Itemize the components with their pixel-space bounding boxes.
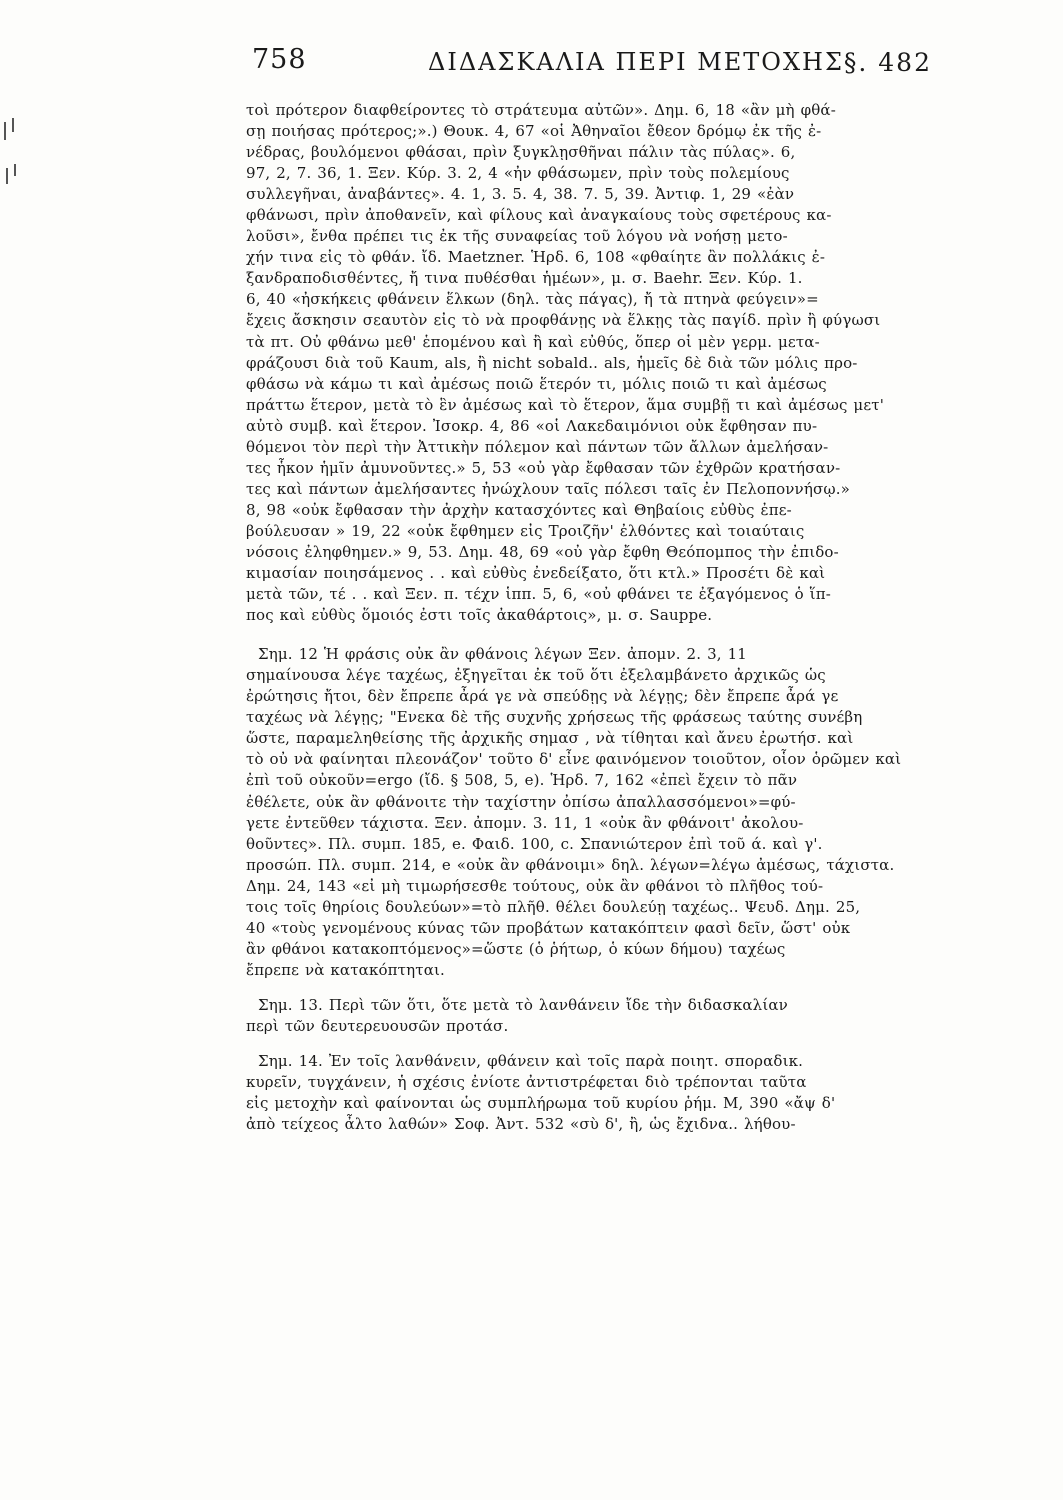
text-line: κιμασίαν ποιησάμενος . . καὶ εὐθὺς ἐνεδείξατο, ὅτι κτλ.» Προσέτι δὲ καὶ — [246, 564, 826, 583]
paragraph-gap — [246, 1037, 926, 1051]
text-line: Σημ. 13. Περὶ τῶν ὅτι, ὅτε μετὰ τὸ λανθάνειν ἴδε τὴν διδασκαλίαν — [258, 995, 788, 1014]
text-line: σημαίνουσα λέγε ταχέως, ἐξηγεῖται ἐκ τοῦ ὅτι ἐξελαμβάνετο ἀρχικῶς ὡς — [246, 666, 826, 685]
text-line: ἐρώτησις ἤτοι, δὲν ἔπρεπε ἆρά γε νὰ σπεύδῃς νὰ λέγῃς; δὲν ἔπρεπε ἆρά γε — [246, 687, 839, 706]
text-line: ἔχεις ἄσκησιν σεαυτὸν εἰς τὸ νὰ προφθάνῃς νὰ ἕλκῃς τὰς παγίδ. πρὶν ἢ φύγωσι — [246, 311, 881, 330]
text-line: τες ἧκον ἡμῖν ἀμυνοῦντες.» 5, 53 «οὐ γὰρ ἔφθασαν τῶν ἐχθρῶν κρατήσαν- — [246, 458, 841, 477]
page-number: 758 — [252, 44, 307, 75]
text-line: μετὰ τῶν, τέ . . καὶ Ξεν. π. τέχν ἱππ. 5, 6, «οὐ φθάνει τε ἐξαγόμενος ὁ ἵπ- — [246, 585, 831, 604]
text-line: φθάσω νὰ κάμω τι καὶ ἀμέσως ποιῶ ἕτερόν τι, μόλις ποιῶ τι καὶ ἀμέσως — [246, 374, 827, 393]
text-line: περὶ τῶν δευτερευουσῶν προτάσ. — [246, 1016, 509, 1035]
text-line: χήν τινα εἰς τὸ φθάν. ἴδ. Maetzner. Ἡρδ. 6, 108 «φθαίητε ἂν πολλάκις ἐ- — [246, 248, 826, 267]
text-line: Δημ. 24, 143 «εἰ μὴ τιμωρήσεσθε τούτους, οὐκ ἂν φθάνοι τὸ πλῆθος τού- — [246, 876, 824, 895]
text-line: Σημ. 12 Ἡ φράσις οὐκ ἂν φθάνοις λέγων Ξεν. ἀπομν. 2. 3, 11 — [258, 645, 748, 664]
running-title: ΔΙΔΑΣΚΑΛΙΑ ΠΕΡΙ ΜΕΤΟΧΗΣ — [428, 48, 844, 76]
text-line: τὰ πτ. Οὐ φθάνω μεθ' ἑπομένου καὶ ἢ καὶ εὐθύς, ὅπερ οἱ μὲν γερμ. μετα- — [246, 332, 820, 351]
text-line: ἂν φθάνοι κατακοπτόμενος»=ὥστε (ὁ ῥήτωρ, ὁ κύων δήμου) ταχέως — [246, 939, 786, 958]
text-line: συλλεγῆναι, ἀναβάντες». 4. 1, 3. 5. 4, 38. 7. 5, 39. Ἀντιφ. 1, 29 «ἐὰν — [246, 185, 795, 204]
paragraph — [246, 995, 926, 1037]
section-number: §. 482 — [843, 48, 932, 77]
text-line: σῃ ποιήσας πρότερος;».) Θουκ. 4, 67 «οἱ Ἀθηναῖοι ἔθεον δρόμῳ ἐκ τῆς ἐ- — [246, 122, 822, 141]
text-line: νόσοις ἐληφθημεν.» 9, 53. Δημ. 48, 69 «οὐ γὰρ ἔφθη Θεόπομπος τὴν ἐπιδο- — [246, 542, 839, 561]
text-line: λοῦσι», ἔνθα πρέπει τις ἐκ τῆς συναφείας τοῦ λόγου νὰ νοήσῃ μετο- — [246, 227, 788, 246]
paragraph-gap — [246, 981, 926, 995]
text-line: προσώπ. Πλ. συμπ. 214, e «οὐκ ἂν φθάνοιμι» δηλ. λέγων=λέγω ἀμέσως, τάχιστα. — [246, 855, 895, 874]
text-line: τοὶ πρότερον διαφθείροντες τὸ στράτευμα αὐτῶν». Δημ. 6, 18 «ἂν μὴ φθά- — [246, 101, 836, 119]
text-line: βούλευσαν » 19, 22 «οὐκ ἔφθημεν εἰς Τροιζῆν' ἐλθόντες καὶ τοιαύταις — [246, 521, 805, 540]
text-line: θόμενοι τὸν περὶ τὴν Ἀττικὴν πόλεμον καὶ πάντων τῶν ἄλλων ἀμελήσαν- — [246, 437, 829, 456]
text-line: θοῦντες». Πλ. συμπ. 185, e. Φαιδ. 100, c. Σπανιώτερον ἐπὶ τοῦ ά. καὶ γ'. — [246, 834, 823, 853]
text-line: ξανδραποδισθέντες, ἤ τινα πυθέσθαι ἡμέων», μ. σ. Baehr. Ξεν. Κύρ. 1. — [246, 269, 803, 288]
running-header — [252, 44, 932, 84]
text-line: εἰς μετοχὴν καὶ φαίνονται ὡς συμπλήρωμα τοῦ κυρίου ῥήμ. Μ, 390 «ἄψ δ' — [246, 1094, 836, 1113]
text-line: φθάνωσι, πρὶν ἀποθανεῖν, καὶ φίλους καὶ ἀναγκαίους τοὺς σφετέρους κα- — [246, 206, 832, 225]
text-line: φράζουσι διὰ τοῦ Kaum, als, ἢ nicht sobald.. als, ἡμεῖς δὲ διὰ τῶν μόλις προ- — [246, 353, 858, 372]
paragraph — [246, 100, 926, 626]
text-line: 97, 2, 7. 36, 1. Ξεν. Κύρ. 3. 2, 4 «ἠν φθάσωμεν, πρὶν τοὺς πολεμίους — [246, 164, 790, 183]
text-line: ἔπρεπε νὰ κατακόπτηται. — [246, 960, 445, 979]
text-line: Σημ. 14. Ἐν τοῖς λανθάνειν, φθάνειν καὶ τοῖς παρὰ ποιητ. σποραδικ. — [258, 1052, 804, 1071]
body-text — [246, 100, 926, 1135]
text-line: ἐπὶ τοῦ οὐκοῦν=ergo (ἴδ. § 508, 5, e). Ἡρδ. 7, 162 «ἐπεὶ ἔχειν τὸ πᾶν — [246, 771, 798, 790]
text-line: ὥστε, παραμεληθείσης τῆς ἀρχικῆς σημασ , νὰ τίθηται καὶ ἄνευ ἐρωτήσ. καὶ — [246, 729, 854, 748]
text-line: 8, 98 «οὐκ ἔφθασαν τὴν ἀρχὴν κατασχόντες καὶ Θηβαίοις εὐθὺς ἐπε- — [246, 500, 792, 519]
text-line: αὐτὸ συμβ. καὶ ἕτερον. Ἰσοκρ. 4, 86 «οἱ Λακεδαιμόνιοι οὐκ ἔφθησαν πυ- — [246, 416, 818, 435]
text-line: πράττω ἕτερον, μετὰ τὸ ἓν ἀμέσως καὶ τὸ ἕτερον, ἅμα συμβῇ τι καὶ ἀμέσως μετ' — [246, 395, 884, 414]
paragraph — [246, 1051, 926, 1135]
text-line: πος καὶ εὐθὺς ὅμοιός ἐστι τοῖς ἀκαθάρτοις», μ. σ. Sauppe. — [246, 606, 713, 625]
text-line: 40 «τοὺς γενομένους κύνας τῶν προβάτων κατακόπτειν φασὶ δεῖν, ὥστ' οὐκ — [246, 918, 851, 937]
paragraph-gap — [246, 626, 926, 644]
text-line: ταχέως νὰ λέγῃς; "Ενεκα δὲ τῆς συχνῆς χρήσεως τῆς φράσεως ταύτης συνέβη — [246, 708, 863, 727]
paragraph — [246, 644, 926, 981]
text-line: ἀπὸ τείχεος ἆλτο λαθών» Σοφ. Ἀντ. 532 «σὺ δ', ἢ, ὡς ἔχιδνα.. λήθου- — [246, 1115, 796, 1134]
text-line: νέδρας, βουλόμενοι φθάσαι, πρὶν ξυγκλῃσθῆναι πάλιν τὰς πύλας». 6, — [246, 143, 796, 162]
text-line: ἐθέλετε, οὐκ ἂν φθάνοιτε τὴν ταχίστην ὀπίσω ἀπαλλασσόμενοι»=φύ- — [246, 792, 796, 811]
margin-marks — [0, 110, 20, 190]
text-line: τὸ οὐ νὰ φαίνηται πλεονάζον' τοῦτο δ' εἶνε φαινόμενον τοιοῦτον, οἷον ὁρῶμεν καὶ — [246, 750, 902, 769]
text-line: κυρεῖν, τυγχάνειν, ἡ σχέσις ἐνίοτε ἀντιστρέφεται διὸ τρέπονται ταῦτα — [246, 1073, 807, 1092]
text-line: γετε ἐντεῦθεν τάχιστα. Ξεν. ἀπομν. 3. 11, 1 «οὐκ ἂν φθάνοιτ' ἀκολου- — [246, 813, 804, 832]
text-line: τοις τοῖς θηρίοις δουλεύων»=τὸ πλῆθ. θέλει δουλεύῃ ταχέως.. Ψευδ. Δημ. 25, — [246, 897, 861, 916]
text-line: 6, 40 «ἠσκήκεις φθάνειν ἕλκων (δηλ. τὰς πάγας), ἤ τὰ πτηνὰ φεύγειν»= — [246, 290, 819, 309]
text-line: τες καὶ πάντων ἀμελήσαντες ἠνώχλουν ταῖς πόλεσι ταῖς ἐν Πελοποννήσῳ.» — [246, 479, 850, 498]
